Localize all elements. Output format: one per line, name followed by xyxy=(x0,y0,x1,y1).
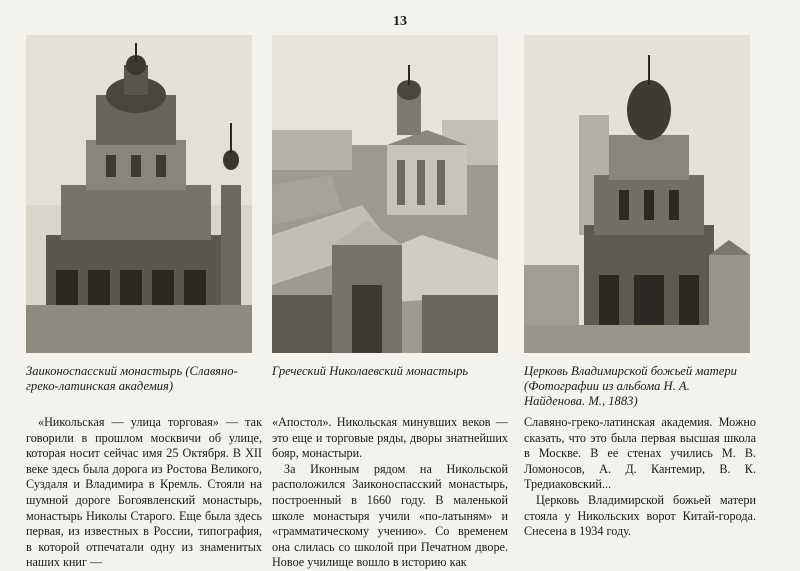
photo-caption: Заиконоспасский монастырь (Славяно-греко-латинская академия) xyxy=(26,364,238,393)
church-photo xyxy=(524,35,750,353)
paragraph: Славяно-греко-латинская академия. Можно сказать, что это была первая высшая школа в Москве. В ее стенах учились М. В. Ломоносов, А. Д. Кантемир, В. К. Тредиаковский... xyxy=(524,415,756,492)
paragraph: «Никольская — улица торговая» — так говорили в прошлом москвичи об улице, которая носит сейчас имя 25 Октября. В XII веке здесь была дорога из Ростова Великого, Суздаля и Владимира в Кремль. Стояли на шумной дороге Богоявленский монастырь, монастырь Николы Старого. Еще была здесь первая, из известных в России, типография, в которой отпечатали одну из знаменитых наших книг — xyxy=(26,415,262,570)
paragraph: Церковь Владимирской божьей матери стояла у Никольских ворот Китай-города. Снесена в 1934 году. xyxy=(524,492,756,539)
text-column xyxy=(524,415,756,540)
photo-caption: Греческий Николаевский монастырь xyxy=(272,364,469,378)
monastery-rooftops-photo xyxy=(272,35,498,353)
monastery-photo xyxy=(26,35,252,353)
text-column xyxy=(272,415,508,571)
text-column xyxy=(26,415,262,571)
paragraph: За Иконным рядом на Никольской расположился Заиконоспасский монастырь, построенный в 1660 году. В маленькой школе монастыря учили «по-латыням» и «грамматическому учению». Со временем она слилась со школой при Печатном дворе. Новое училище вошло в историю как xyxy=(272,461,508,570)
photo-caption: Церковь Владимирской божьей матери (Фотографии из альбома Н. А. Найденова. М., 1883) xyxy=(524,364,737,408)
paragraph: «Апостол». Никольская минувших веков — это еще и торговые ряды, дворы знатнейших бояр, монастыри. xyxy=(272,415,508,461)
page-number: 13 xyxy=(393,14,407,29)
